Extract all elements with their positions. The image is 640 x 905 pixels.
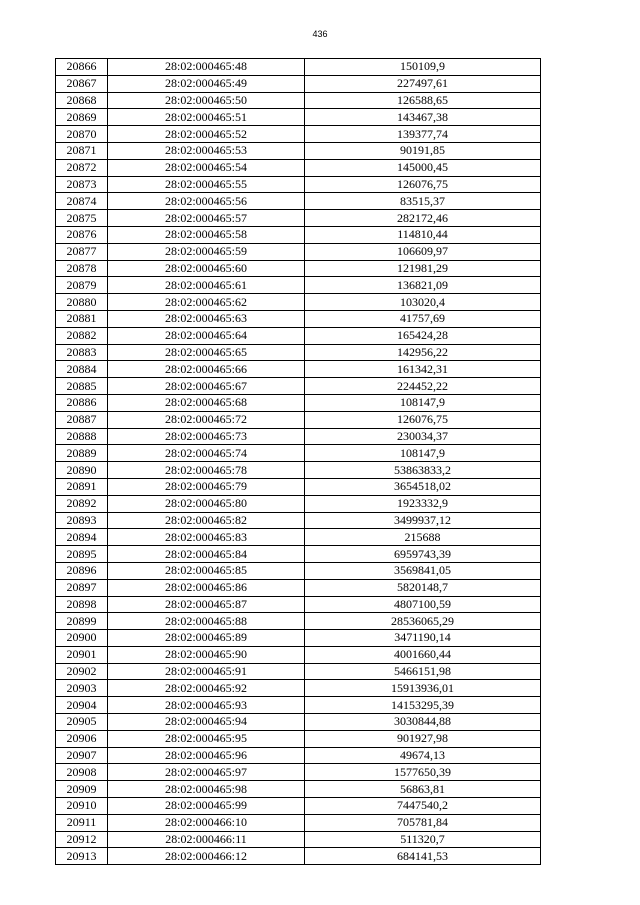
cadastral-number-cell: 28:02:000465:50	[108, 92, 305, 109]
cadastral-number-cell: 28:02:000465:89	[108, 630, 305, 647]
cadastral-number-cell: 28:02:000465:73	[108, 428, 305, 445]
cadastral-value-cell: 161342,31	[305, 361, 541, 378]
cadastral-value-cell: 6959743,39	[305, 546, 541, 563]
cadastral-number-cell: 28:02:000465:60	[108, 260, 305, 277]
row-number-cell: 20909	[56, 781, 108, 798]
table-row	[56, 142, 541, 159]
table-row	[56, 529, 541, 546]
cadastral-number-cell: 28:02:000465:48	[108, 59, 305, 76]
cadastral-number-cell: 28:02:000465:86	[108, 579, 305, 596]
cadastral-value-cell: 108147,9	[305, 445, 541, 462]
cadastral-value-cell: 165424,28	[305, 327, 541, 344]
row-number-cell: 20898	[56, 596, 108, 613]
row-number-cell: 20889	[56, 445, 108, 462]
row-number-cell: 20870	[56, 126, 108, 143]
cadastral-number-cell: 28:02:000465:63	[108, 310, 305, 327]
table-row	[56, 747, 541, 764]
cadastral-value-cell: 3499937,12	[305, 512, 541, 529]
cadastral-value-cell: 3569841,05	[305, 562, 541, 579]
table-row	[56, 495, 541, 512]
table-row	[56, 579, 541, 596]
row-number-cell: 20885	[56, 378, 108, 395]
row-number-cell: 20877	[56, 243, 108, 260]
table-row	[56, 596, 541, 613]
table-row	[56, 277, 541, 294]
cadastral-number-cell: 28:02:000465:57	[108, 210, 305, 227]
table-row	[56, 92, 541, 109]
row-number-cell: 20904	[56, 697, 108, 714]
cadastral-number-cell: 28:02:000465:53	[108, 142, 305, 159]
cadastral-value-cell: 4807100,59	[305, 596, 541, 613]
cadastral-value-cell: 114810,44	[305, 226, 541, 243]
row-number-cell: 20883	[56, 344, 108, 361]
row-number-cell: 20884	[56, 361, 108, 378]
table-row	[56, 193, 541, 210]
table-row	[56, 714, 541, 731]
table-row	[56, 411, 541, 428]
table-row	[56, 680, 541, 697]
cadastral-value-cell: 705781,84	[305, 814, 541, 831]
table-row	[56, 226, 541, 243]
row-number-cell: 20876	[56, 226, 108, 243]
cadastral-number-cell: 28:02:000465:97	[108, 764, 305, 781]
table-row	[56, 445, 541, 462]
cadastral-number-cell: 28:02:000465:94	[108, 714, 305, 731]
table-row	[56, 730, 541, 747]
table-row	[56, 344, 541, 361]
table-row	[56, 512, 541, 529]
row-number-cell: 20887	[56, 411, 108, 428]
cadastral-number-cell: 28:02:000466:12	[108, 848, 305, 865]
table-row	[56, 159, 541, 176]
cadastral-value-cell: 3030844,88	[305, 714, 541, 731]
table-row	[56, 243, 541, 260]
table-row	[56, 781, 541, 798]
cadastral-value-cell: 103020,4	[305, 294, 541, 311]
cadastral-value-cell: 684141,53	[305, 848, 541, 865]
cadastral-value-cell: 1923332,9	[305, 495, 541, 512]
cadastral-number-cell: 28:02:000465:82	[108, 512, 305, 529]
table-row	[56, 478, 541, 495]
cadastral-number-cell: 28:02:000466:10	[108, 814, 305, 831]
cadastral-value-cell: 56863,81	[305, 781, 541, 798]
row-number-cell: 20908	[56, 764, 108, 781]
cadastral-number-cell: 28:02:000465:91	[108, 663, 305, 680]
row-number-cell: 20893	[56, 512, 108, 529]
cadastral-number-cell: 28:02:000465:84	[108, 546, 305, 563]
cadastral-number-cell: 28:02:000465:49	[108, 75, 305, 92]
cadastral-value-cell: 150109,9	[305, 59, 541, 76]
table-row	[56, 613, 541, 630]
table-row	[56, 848, 541, 865]
row-number-cell: 20871	[56, 142, 108, 159]
cadastral-number-cell: 28:02:000465:72	[108, 411, 305, 428]
table-row	[56, 327, 541, 344]
cadastral-value-cell: 83515,37	[305, 193, 541, 210]
table-row	[56, 646, 541, 663]
table-row	[56, 798, 541, 815]
row-number-cell: 20907	[56, 747, 108, 764]
cadastral-number-cell: 28:02:000465:74	[108, 445, 305, 462]
cadastral-value-cell: 227497,61	[305, 75, 541, 92]
cadastral-number-cell: 28:02:000465:56	[108, 193, 305, 210]
row-number-cell: 20879	[56, 277, 108, 294]
cadastral-number-cell: 28:02:000465:95	[108, 730, 305, 747]
row-number-cell: 20869	[56, 109, 108, 126]
table-row	[56, 630, 541, 647]
cadastral-number-cell: 28:02:000465:88	[108, 613, 305, 630]
row-number-cell: 20868	[56, 92, 108, 109]
cadastral-number-cell: 28:02:000465:79	[108, 478, 305, 495]
row-number-cell: 20894	[56, 529, 108, 546]
row-number-cell: 20906	[56, 730, 108, 747]
cadastral-number-cell: 28:02:000465:85	[108, 562, 305, 579]
cadastral-number-cell: 28:02:000465:59	[108, 243, 305, 260]
cadastral-value-cell: 230034,37	[305, 428, 541, 445]
cadastral-value-cell: 142956,22	[305, 344, 541, 361]
cadastral-number-cell: 28:02:000465:55	[108, 176, 305, 193]
cadastral-value-cell: 90191,85	[305, 142, 541, 159]
page-number: 436	[312, 29, 328, 39]
row-number-cell: 20867	[56, 75, 108, 92]
cadastral-value-cell: 282172,46	[305, 210, 541, 227]
row-number-cell: 20905	[56, 714, 108, 731]
row-number-cell: 20888	[56, 428, 108, 445]
cadastral-number-cell: 28:02:000465:66	[108, 361, 305, 378]
cadastral-number-cell: 28:02:000465:96	[108, 747, 305, 764]
cadastral-value-cell: 143467,38	[305, 109, 541, 126]
table-row	[56, 663, 541, 680]
cadastral-value-cell: 53863833,2	[305, 462, 541, 479]
row-number-cell: 20899	[56, 613, 108, 630]
row-number-cell: 20892	[56, 495, 108, 512]
cadastral-number-cell: 28:02:000465:90	[108, 646, 305, 663]
table-row	[56, 176, 541, 193]
row-number-cell: 20882	[56, 327, 108, 344]
row-number-cell: 20903	[56, 680, 108, 697]
cadastral-value-cell: 5466151,98	[305, 663, 541, 680]
cadastral-value-cell: 7447540,2	[305, 798, 541, 815]
cadastral-number-cell: 28:02:000465:93	[108, 697, 305, 714]
cadastral-number-cell: 28:02:000465:78	[108, 462, 305, 479]
row-number-cell: 20878	[56, 260, 108, 277]
row-number-cell: 20896	[56, 562, 108, 579]
row-number-cell: 20900	[56, 630, 108, 647]
cadastral-number-cell: 28:02:000465:64	[108, 327, 305, 344]
cadastral-value-cell: 511320,7	[305, 831, 541, 848]
cadastral-number-cell: 28:02:000466:11	[108, 831, 305, 848]
table-row	[56, 428, 541, 445]
cadastral-value-cell: 108147,9	[305, 394, 541, 411]
row-number-cell: 20910	[56, 798, 108, 815]
cadastral-number-cell: 28:02:000465:83	[108, 529, 305, 546]
table-row	[56, 126, 541, 143]
table-row	[56, 462, 541, 479]
table-row	[56, 109, 541, 126]
row-number-cell: 20897	[56, 579, 108, 596]
cadastral-value-cell: 126076,75	[305, 176, 541, 193]
row-number-cell: 20880	[56, 294, 108, 311]
row-number-cell: 20911	[56, 814, 108, 831]
cadastral-number-cell: 28:02:000465:61	[108, 277, 305, 294]
row-number-cell: 20866	[56, 59, 108, 76]
cadastral-value-table	[55, 58, 541, 865]
row-number-cell: 20881	[56, 310, 108, 327]
cadastral-value-cell: 136821,09	[305, 277, 541, 294]
cadastral-value-cell: 14153295,39	[305, 697, 541, 714]
row-number-cell: 20872	[56, 159, 108, 176]
cadastral-number-cell: 28:02:000465:65	[108, 344, 305, 361]
table-row	[56, 378, 541, 395]
cadastral-value-cell: 901927,98	[305, 730, 541, 747]
cadastral-value-cell: 1577650,39	[305, 764, 541, 781]
cadastral-number-cell: 28:02:000465:51	[108, 109, 305, 126]
cadastral-number-cell: 28:02:000465:54	[108, 159, 305, 176]
cadastral-value-cell: 28536065,29	[305, 613, 541, 630]
cadastral-value-cell: 106609,97	[305, 243, 541, 260]
cadastral-value-cell: 3471190,14	[305, 630, 541, 647]
table-row	[56, 814, 541, 831]
cadastral-number-cell: 28:02:000465:68	[108, 394, 305, 411]
cadastral-value-cell: 5820148,7	[305, 579, 541, 596]
table-body	[56, 59, 541, 865]
table-row	[56, 294, 541, 311]
row-number-cell: 20875	[56, 210, 108, 227]
row-number-cell: 20913	[56, 848, 108, 865]
cadastral-number-cell: 28:02:000465:58	[108, 226, 305, 243]
cadastral-value-cell: 41757,69	[305, 310, 541, 327]
cadastral-number-cell: 28:02:000465:92	[108, 680, 305, 697]
row-number-cell: 20901	[56, 646, 108, 663]
cadastral-value-cell: 224452,22	[305, 378, 541, 395]
table-row	[56, 210, 541, 227]
cadastral-value-cell: 121981,29	[305, 260, 541, 277]
row-number-cell: 20902	[56, 663, 108, 680]
table-row	[56, 394, 541, 411]
table-row	[56, 764, 541, 781]
cadastral-number-cell: 28:02:000465:62	[108, 294, 305, 311]
cadastral-value-cell: 4001660,44	[305, 646, 541, 663]
cadastral-number-cell: 28:02:000465:87	[108, 596, 305, 613]
row-number-cell: 20891	[56, 478, 108, 495]
cadastral-number-cell: 28:02:000465:98	[108, 781, 305, 798]
table-row	[56, 310, 541, 327]
row-number-cell: 20895	[56, 546, 108, 563]
row-number-cell: 20890	[56, 462, 108, 479]
cadastral-value-cell: 215688	[305, 529, 541, 546]
table-row	[56, 260, 541, 277]
cadastral-number-cell: 28:02:000465:52	[108, 126, 305, 143]
table-row	[56, 75, 541, 92]
row-number-cell: 20912	[56, 831, 108, 848]
cadastral-value-cell: 49674,13	[305, 747, 541, 764]
cadastral-number-cell: 28:02:000465:99	[108, 798, 305, 815]
cadastral-value-cell: 3654518,02	[305, 478, 541, 495]
row-number-cell: 20873	[56, 176, 108, 193]
cadastral-value-cell: 145000,45	[305, 159, 541, 176]
cadastral-value-cell: 139377,74	[305, 126, 541, 143]
table-row	[56, 697, 541, 714]
table-row	[56, 546, 541, 563]
table-row	[56, 831, 541, 848]
row-number-cell: 20886	[56, 394, 108, 411]
cadastral-value-cell: 126588,65	[305, 92, 541, 109]
cadastral-value-cell: 126076,75	[305, 411, 541, 428]
cadastral-value-cell: 15913936,01	[305, 680, 541, 697]
cadastral-number-cell: 28:02:000465:67	[108, 378, 305, 395]
table-row	[56, 562, 541, 579]
cadastral-number-cell: 28:02:000465:80	[108, 495, 305, 512]
table-row	[56, 361, 541, 378]
table-row	[56, 59, 541, 76]
row-number-cell: 20874	[56, 193, 108, 210]
